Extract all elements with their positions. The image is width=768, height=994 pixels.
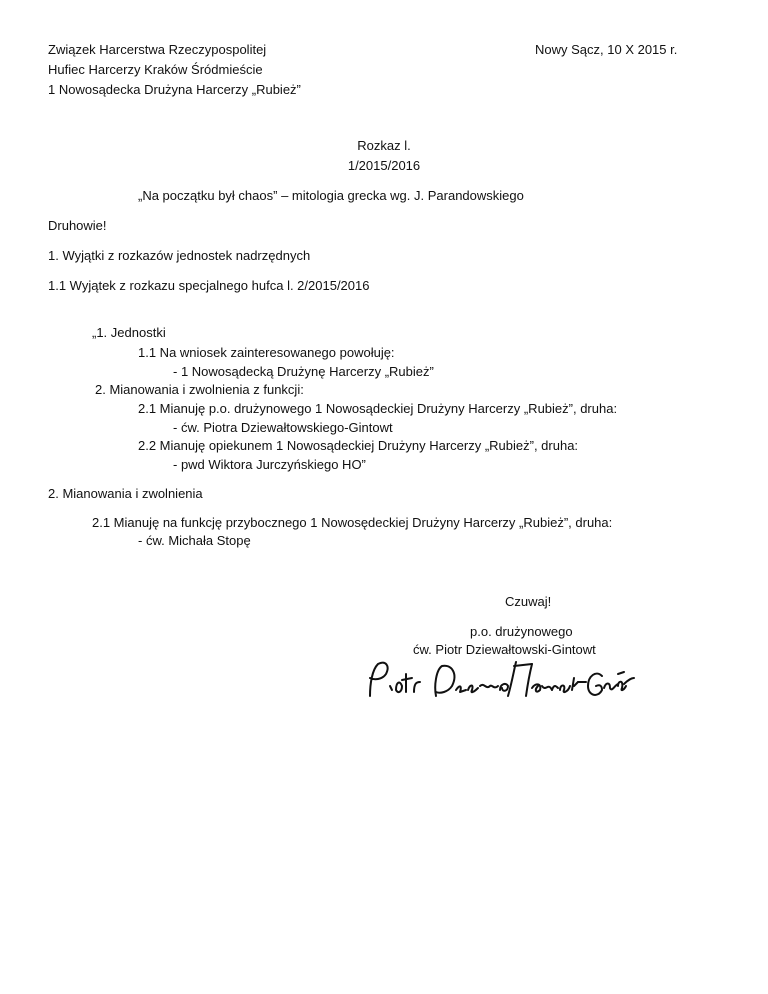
quote-line-2: 1.1 Na wniosek zainteresowanego powołuję:: [138, 345, 395, 360]
section-1-1-heading: 1.1 Wyjątek z rozkazu specjalnego hufca l. 2/2015/2016: [48, 278, 370, 293]
salutation: Druhowie!: [48, 218, 107, 233]
section-2-heading: 2. Mianowania i zwolnienia: [48, 486, 203, 501]
org-line-3: 1 Nowosądecka Drużyna Harcerzy „Rubież”: [48, 82, 301, 97]
org-line-2: Hufiec Harcerzy Kraków Śródmieście: [48, 62, 263, 77]
quote-line-8: - pwd Wiktora Jurczyńskiego HO”: [173, 457, 366, 472]
quote-line-4: 2. Mianowania i zwolnienia z funkcji:: [95, 382, 304, 397]
order-title: Rozkaz l.: [357, 138, 411, 153]
closing-greeting: Czuwaj!: [505, 594, 552, 609]
section-1-heading: 1. Wyjątki z rozkazów jednostek nadrzędnych: [48, 248, 311, 263]
quote-line-6: - ćw. Piotra Dziewałtowskiego-Gintowt: [173, 420, 393, 435]
quote-line-5: 2.1 Mianuję p.o. drużynowego 1 Nowosądeckiej Drużyny Harcerzy „Rubież”, druha:: [138, 401, 618, 416]
closing-name: ćw. Piotr Dziewałtowski-Gintowt: [413, 642, 596, 657]
order-number: 1/2015/2016: [347, 158, 421, 173]
order-motto: „Na początku był chaos” – mitologia grecka wg. J. Parandowskiego: [138, 188, 524, 203]
quote-line-7: 2.2 Mianuję opiekunem 1 Nowosądeckiej Drużyny Harcerzy „Rubież”, druha:: [138, 438, 579, 453]
section-2-1: 2.1 Mianuję na funkcję przybocznego 1 Nowosędeckiej Drużyny Harcerzy „Rubież”, druha:: [92, 515, 613, 530]
closing-role: p.o. drużynowego: [470, 624, 573, 639]
section-2-1-person: - ćw. Michała Stopę: [138, 533, 251, 548]
quote-line-1: „1. Jednostki: [92, 325, 166, 340]
handwritten-signature: [356, 656, 636, 702]
place-date: Nowy Sącz, 10 X 2015 r.: [535, 42, 678, 57]
quote-line-3: - 1 Nowosądecką Drużynę Harcerzy „Rubież”: [173, 364, 434, 379]
org-line-1: Związek Harcerstwa Rzeczypospolitej: [48, 42, 267, 57]
